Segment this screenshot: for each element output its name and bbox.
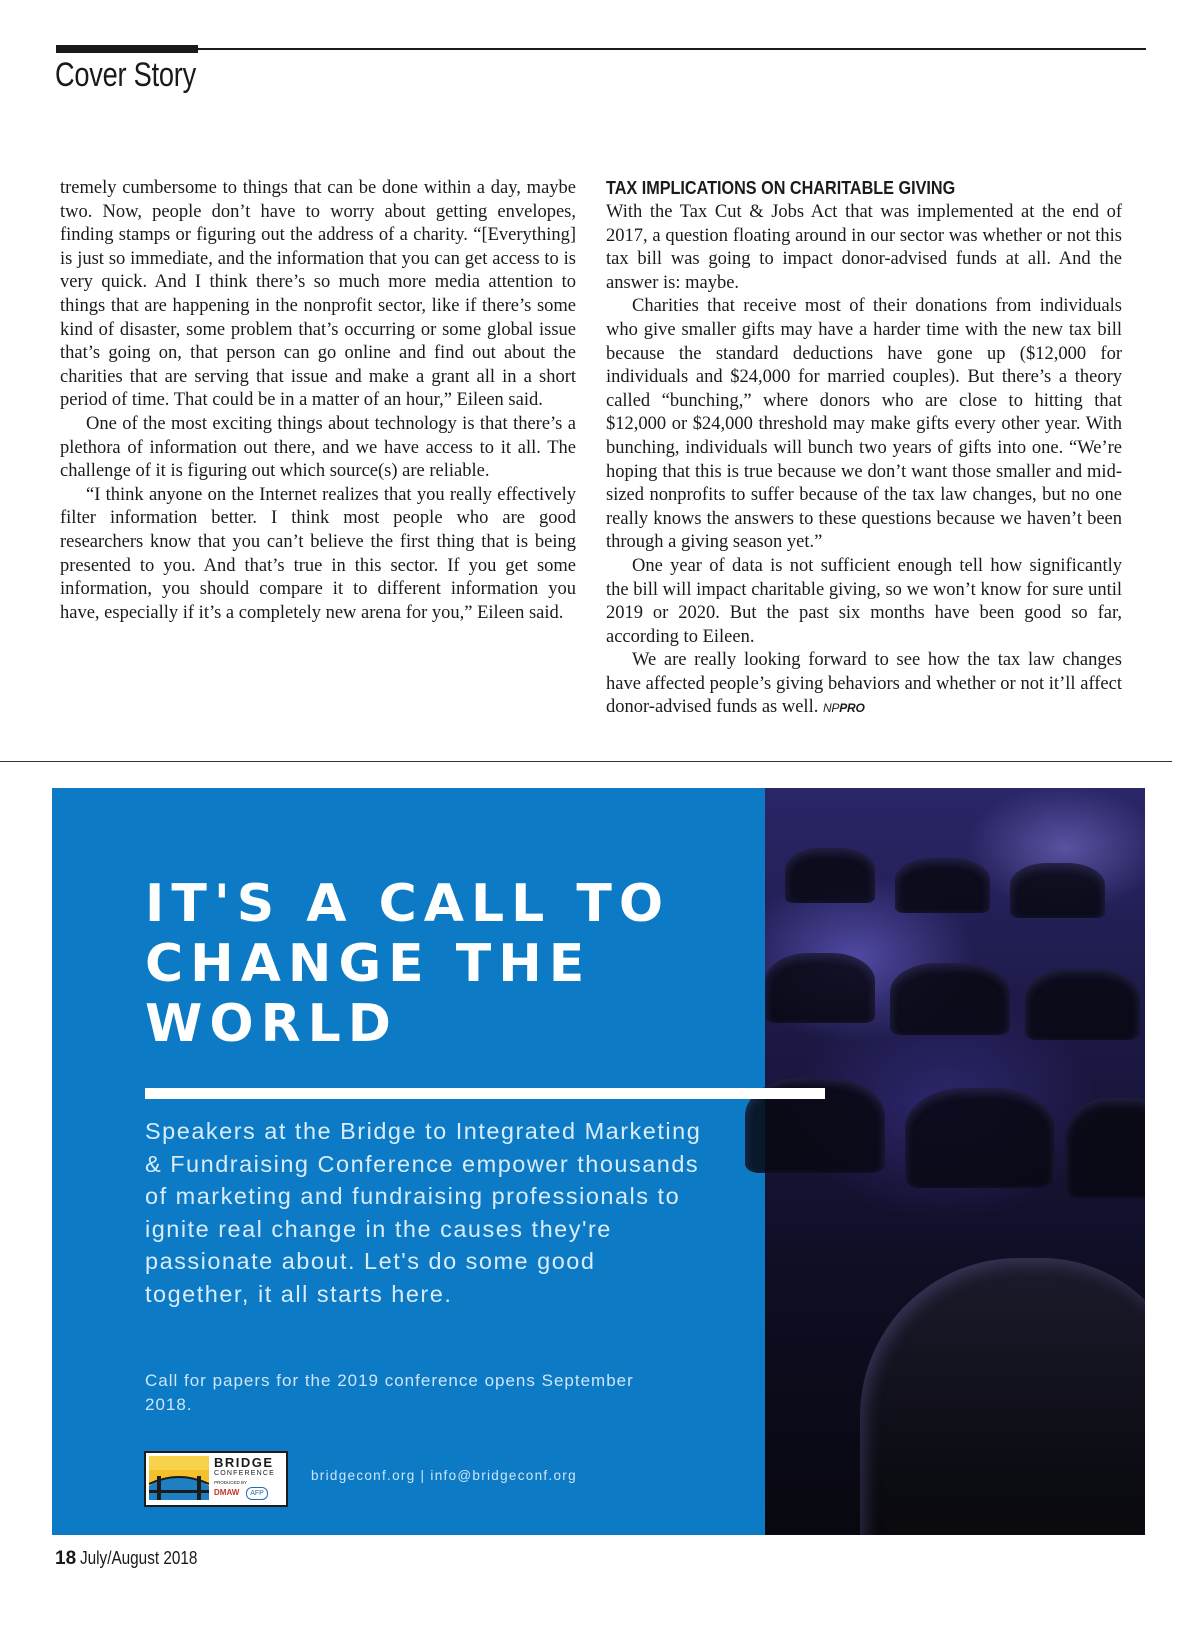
advert-contact: bridgeconf.org | info@bridgeconf.org [311,1468,577,1483]
foreground-seat [860,1258,1145,1535]
headline-line: CHANGE THE [145,934,592,994]
section-heading: TAX IMPLICATIONS ON CHARITABLE GIVING [606,178,956,198]
advert-divider [0,761,1172,762]
article-paragraph: “I think anyone on the Internet realizes that you really effectively filter information better. I think most people who are good researchers know that you can’t believe the first thing that is being presented to you. And that’s true in this sector. If you get some information, you should compare it to different information you have, especially if it’s a completely new arena for you,” Eileen said. [60,484,576,623]
headline-underline [145,1088,825,1099]
call-for-papers: Call for papers for the 2019 conference opens September 2018. [145,1371,634,1414]
advert-body: Speakers at the Bridge to Integrated Marketing & Fundraising Conference empower thousands of marketing and fundraising professionals to ignite real change in the causes they're passionate about. Let's do some good together, it all starts here. [145,1118,702,1307]
section-label: Cover Story [55,56,196,94]
end-signature [823,701,865,715]
page-footer [55,1548,218,1570]
article-paragraph: Charities that receive most of their donations from individuals who give smaller gifts may have a harder time with the new tax bill because the standard deductions have gone up ($12,000 for individuals and $24,000 for married couples). But there’s a theory called “bunching,” where donors who are close to hitting that $12,000 or $24,000 threshold may make gifts every other year. With bunching, individuals will bunch two years of gifts into one. “We’re hoping that this is true because we don’t want those smaller and mid-sized nonprofits to suffer because of the tax law changes, but no one really knows the answers to these questions because we haven’t been through a giving season yet.” [606,296,1122,553]
afp-logo: AFP [246,1487,268,1500]
seat-shape [890,963,1010,1035]
advert-headline [145,874,670,1054]
issue-date: July/August 2018 [80,1548,198,1568]
seat-shape [895,858,990,913]
headline-line: WORLD [145,994,398,1054]
article-paragraph: One year of data is not sufficient enough tell how significantly the bill will impact charitable giving, so we won’t know for sure until 2019 or 2020. But the past six months have been good so far, according to Eileen. [606,555,1122,647]
signature-prefix: NP [822,701,840,716]
seat-shape [785,848,875,903]
seat-shape [905,1088,1055,1188]
logo-subtitle: CONFERENCE [214,1470,276,1477]
article-paragraph: tremely cumbersome to things that can be done within a day, maybe two. Now, people don’t have to worry about getting envelopes, finding stamps or figuring out the address of a charity. “[Everything] is just so immediate, and the information that you can get access to is very quick. And I think there’s so much more media attention to things that are happening in the nonprofit sector, like if there’s some kind of disaster, some problem that’s occurring or some global issue that’s going on, that person can go online and find out about the charities that are serving that issue and make a grant all in a short period of time. That could be in a matter of an hour,” Eileen said. [60,178,576,411]
article-paragraph-last [606,649,1122,721]
logo-produced-by: PRODUCED BY [214,1480,248,1485]
conference-advert [52,788,1145,1535]
dmaw-logo: DMAW [214,1488,240,1497]
auditorium-seats-photo [765,788,1145,1535]
article-paragraph: One of the most exciting things about technology is that there’s a plethora of information out there, and we have access to it all. The challenge of it is figuring out which source(s) are reliable. [60,413,576,482]
seat-shape [1025,968,1140,1040]
seat-shape [765,953,875,1023]
header-rule-accent [56,45,198,53]
page-number: 18 [55,1548,77,1569]
article-column-right [606,177,1122,721]
header-rule [56,48,1146,50]
article-paragraph: With the Tax Cut & Jobs Act that was implemented at the end of 2017, a question floating around in our sector was whether or not this tax bill was going to impact donor-advised funds at all. And the answer is: maybe. [606,202,1122,293]
seat-shape [1065,1098,1145,1198]
bridge-conference-logo [144,1451,288,1507]
headline-line: IT'S A CALL TO [145,874,671,934]
bridge-logo-icon [149,1456,209,1500]
seat-shape [1010,863,1105,918]
signature-suffix: PRO [839,701,865,716]
article-column-left [60,177,576,625]
article-paragraph-text: We are really looking forward to see how the tax law changes have affected people’s giving behaviors and whether or not it’ll affect donor-advised funds as well. [606,650,1122,718]
logo-wordmark: BRIDGE [214,1455,274,1470]
